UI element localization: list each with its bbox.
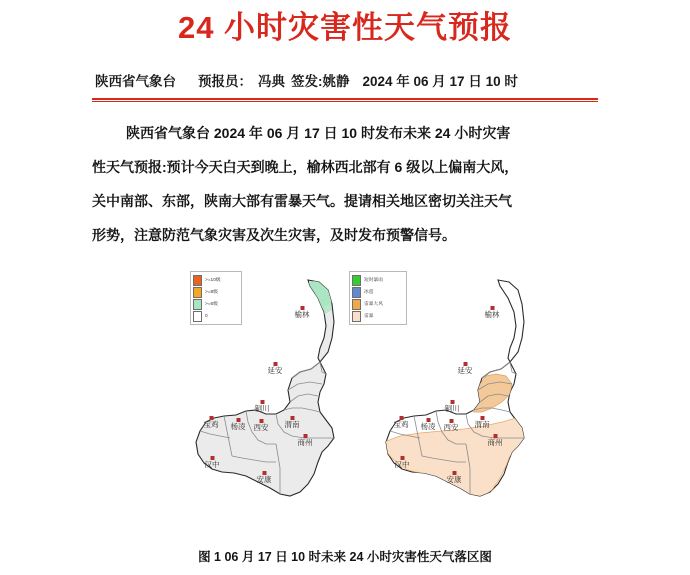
- body-line-2: 性天气预报:预计今天白天到晚上，榆林西北部有 6 级以上偏南大风，: [92, 159, 519, 175]
- city-marker: [257, 471, 272, 484]
- city-label: 汉中: [204, 460, 220, 469]
- city-marker: [421, 418, 436, 431]
- city-label: 渭南: [284, 420, 300, 429]
- legend-label-wind-8: >=8级: [205, 288, 218, 295]
- city-marker: [445, 400, 460, 413]
- city-label: 铜川: [254, 404, 270, 413]
- legend-label-wind-0: 0: [205, 312, 208, 319]
- legend-label-heavy-rain: 短时暴雨: [364, 276, 384, 283]
- city-label: 商州: [487, 438, 503, 447]
- city-label: 铜川: [444, 404, 460, 413]
- legend-item: [352, 298, 403, 310]
- figure-caption: 图 1 06 月 17 日 10 时未来 24 小时灾害性天气落区图: [198, 550, 492, 564]
- severe-weather-map: [364, 266, 582, 548]
- legend-swatch-hail: [352, 287, 361, 298]
- city-label: 西安: [253, 423, 269, 432]
- legend-swatch-wind-8: [193, 287, 202, 298]
- byline-forecaster-name: 冯典: [258, 74, 285, 89]
- city-label: 宝鸡: [203, 420, 219, 429]
- city-label: 商州: [297, 438, 313, 447]
- legend-swatch-thunderstorm: [352, 311, 361, 322]
- city-marker: [255, 400, 270, 413]
- city-label: 杨凌: [230, 422, 246, 431]
- city-marker: [488, 434, 503, 447]
- legend-item: [193, 298, 238, 310]
- city-marker: [444, 419, 459, 432]
- city-marker: [295, 306, 310, 319]
- city-label: 宝鸡: [393, 420, 409, 429]
- body-line-3: 关中南部、东部，陕南大部有雷暴天气。提请相关地区密切关注天气: [92, 193, 512, 209]
- legend-item: [352, 286, 403, 298]
- byline-issuer-name: 姚静: [322, 74, 350, 89]
- city-marker: [394, 416, 409, 429]
- city-label: 安康: [446, 475, 462, 484]
- city-marker: [268, 362, 283, 375]
- byline-forecaster-label: 预报员：: [198, 74, 252, 89]
- city-label: 杨凌: [420, 422, 436, 431]
- city-marker: [395, 456, 410, 469]
- city-label: 安康: [256, 475, 272, 484]
- legend-label-hail: 冰雹: [364, 288, 374, 295]
- city-marker: [458, 362, 473, 375]
- wind-legend: [190, 271, 242, 325]
- city-marker: [205, 456, 220, 469]
- legend-label-wind-10: >=10级: [205, 276, 221, 283]
- byline: [95, 72, 595, 92]
- page-title: 24 小时灾害性天气预报: [177, 10, 513, 45]
- legend-item: [352, 274, 403, 286]
- body-line-4: 形势，注意防范气象灾害及次生灾害，及时发布预警信号。: [92, 227, 456, 243]
- city-label: 榆林: [484, 310, 500, 319]
- severe-weather-legend: [349, 271, 407, 325]
- city-marker: [285, 416, 300, 429]
- figure-maps: [0, 266, 690, 548]
- city-marker: [475, 416, 490, 429]
- city-label: 渭南: [474, 420, 490, 429]
- legend-item: [193, 286, 238, 298]
- legend-swatch-wind-10: [193, 275, 202, 286]
- legend-swatch-thunder-gale: [352, 299, 361, 310]
- header-divider: [92, 98, 598, 102]
- city-marker: [204, 416, 219, 429]
- city-label: 延安: [267, 366, 283, 375]
- body-text: [92, 116, 600, 252]
- city-marker: [298, 434, 313, 447]
- city-marker: [231, 418, 246, 431]
- legend-item: [193, 274, 238, 286]
- city-marker: [485, 306, 500, 319]
- body-line-1: 陕西省气象台 2024 年 06 月 17 日 10 时发布未来 24 小时灾害: [126, 125, 511, 141]
- legend-item: [352, 310, 403, 322]
- legend-swatch-wind-6: [193, 299, 202, 310]
- byline-office: 陕西省气象台: [95, 74, 176, 89]
- city-label: 汉中: [394, 460, 410, 469]
- byline-datetime: 2024 年 06 月 17 日 10 时: [362, 74, 518, 89]
- byline-issuer-label: 签发:: [291, 74, 323, 89]
- legend-label-thunder-gale: 雷暴大风: [364, 300, 384, 307]
- city-label: 延安: [457, 366, 473, 375]
- city-label: 榆林: [294, 310, 310, 319]
- legend-item: [193, 310, 238, 322]
- legend-swatch-wind-0: [193, 311, 202, 322]
- city-marker: [254, 419, 269, 432]
- legend-label-thunderstorm: 雷暴: [364, 312, 374, 319]
- legend-swatch-heavy-rain: [352, 275, 361, 286]
- legend-label-wind-6: >=6级: [205, 300, 218, 307]
- city-marker: [447, 471, 462, 484]
- city-label: 西安: [443, 423, 459, 432]
